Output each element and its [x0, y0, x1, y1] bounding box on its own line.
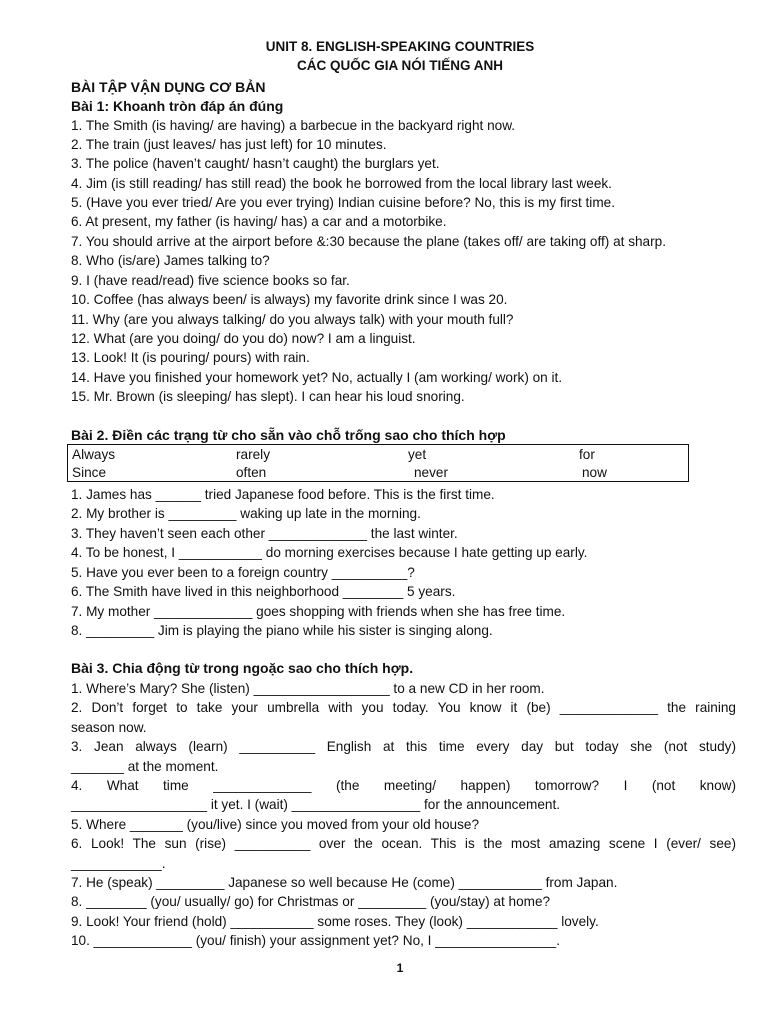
exercise-1-item: 2. The train (just leaves/ has just left) for 10 minutes. [71, 137, 387, 152]
exercise-3-line: 6. Look! The sun (rise) __________ over the ocean. This is the most amazing scene I (ever/ see) [71, 836, 736, 851]
word-box-cell: never [414, 465, 449, 480]
exercise-3-line: 1. Where’s Mary? She (listen) __________________ to a new CD in her room. [71, 681, 545, 696]
exercise-1-item: 14. Have you finished your homework yet? No, actually I (am working/ work) on it. [71, 370, 563, 385]
exercise-2-item: 6. The Smith have lived in this neighborhood ________ 5 years. [71, 584, 456, 599]
exercise-1-item: 13. Look! It (is pouring/ pours) with rain. [71, 350, 310, 365]
exercise-3-line: _______ at the moment. [71, 759, 219, 774]
exercise-1-item: 5. (Have you ever tried/ Are you ever trying) Indian cuisine before? No, this is my first time. [71, 195, 615, 210]
word-box-cell: Since [72, 465, 107, 480]
word-box-cell: Always [72, 447, 116, 462]
exercise-1-item: 12. What (are you doing/ do you do) now? I am a linguist. [71, 331, 416, 346]
exercise-1-item: 7. You should arrive at the airport before &:30 because the plane (takes off/ are taking off) at sharp. [71, 234, 666, 249]
exercise-3-line: 5. Where _______ (you/live) since you moved from your old house? [71, 817, 480, 832]
exercise-2-item: 7. My mother _____________ goes shopping with friends when she has free time. [71, 604, 566, 619]
unit-subtitle: CÁC QUỐC GIA NÓI TIẾNG ANH [296, 58, 503, 73]
exercise-1-item: 8. Who (is/are) James talking to? [71, 253, 270, 268]
word-box-cell: often [236, 465, 267, 480]
exercise-3-line: 7. He (speak) _________ Japanese so well because He (come) ___________ from Japan. [71, 875, 618, 890]
word-box-cell: rarely [236, 447, 270, 462]
word-box-cell: yet [408, 447, 427, 462]
exercise-2-heading: Bài 2. Điền các trạng từ cho sẵn vào chỗ trống sao cho thích hợp [71, 427, 506, 443]
exercise-3-line: __________________ it yet. I (wait) _________________ for the announcement. [71, 797, 561, 812]
word-box [67, 444, 689, 482]
exercise-2-item: 4. To be honest, I ___________ do morning exercises because I hate getting up early. [71, 545, 588, 560]
exercise-3-line: 9. Look! Your friend (hold) ___________ some roses. They (look) ____________ lovely. [71, 914, 599, 929]
exercise-1-item: 10. Coffee (has always been/ is always) my favorite drink since I was 20. [71, 292, 508, 307]
unit-title: UNIT 8. ENGLISH-SPEAKING COUNTRIES [265, 39, 535, 54]
exercise-1-heading: Bài 1: Khoanh tròn đáp án đúng [71, 98, 284, 114]
exercise-3-line: ____________. [71, 856, 166, 871]
exercise-1-item: 4. Jim (is still reading/ has still read) the book he borrowed from the local library last week. [71, 176, 612, 191]
exercise-1-item: 6. At present, my father (is having/ has) a car and a motorbike. [71, 214, 447, 229]
exercise-1-item: 3. The police (haven’t caught/ hasn’t caught) the burglars yet. [71, 156, 440, 171]
exercise-3-line: 2. Don’t forget to take your umbrella with you today. You know it (be) _____________ the raining [71, 700, 736, 715]
exercise-1-item: 9. I (have read/read) five science books so far. [71, 273, 350, 288]
exercise-3-line: 3. Jean always (learn) __________ English at this time every day but today she (not study) [71, 739, 736, 754]
exercise-2-item: 8. _________ Jim is playing the piano while his sister is singing along. [71, 623, 493, 638]
exercise-3-line: 8. ________ (you/ usually/ go) for Christmas or _________ (you/stay) at home? [71, 894, 551, 909]
word-box-cell: for [579, 447, 595, 462]
section-heading: BÀI TẬP VẬN DỤNG CƠ BẢN [71, 79, 266, 95]
page-number: 1 [396, 961, 404, 975]
exercise-2-item: 5. Have you ever been to a foreign country __________? [71, 565, 415, 580]
exercise-1-item: 11. Why (are you always talking/ do you always talk) with your mouth full? [71, 312, 514, 327]
exercise-3-line: 4. What time _____________ (the meeting/ happen) tomorrow? I (not know) [71, 778, 736, 793]
word-box-cell: now [582, 465, 607, 480]
exercise-2-item: 2. My brother is _________ waking up late in the morning. [71, 506, 421, 521]
exercise-3-line: 10. _____________ (you/ finish) your assignment yet? No, I ________________. [71, 933, 560, 948]
exercise-1-item: 1. The Smith (is having/ are having) a barbecue in the backyard right now. [71, 118, 516, 133]
exercise-3-heading: Bài 3. Chia động từ trong ngoặc sao cho thích hợp. [71, 660, 414, 676]
exercise-3-line: season now. [71, 720, 147, 735]
exercise-2-item: 1. James has ______ tried Japanese food before. This is the first time. [71, 487, 495, 502]
exercise-1-item: 15. Mr. Brown (is sleeping/ has slept). I can hear his loud snoring. [71, 389, 465, 404]
exercise-2-item: 3. They haven’t seen each other _____________ the last winter. [71, 526, 458, 541]
